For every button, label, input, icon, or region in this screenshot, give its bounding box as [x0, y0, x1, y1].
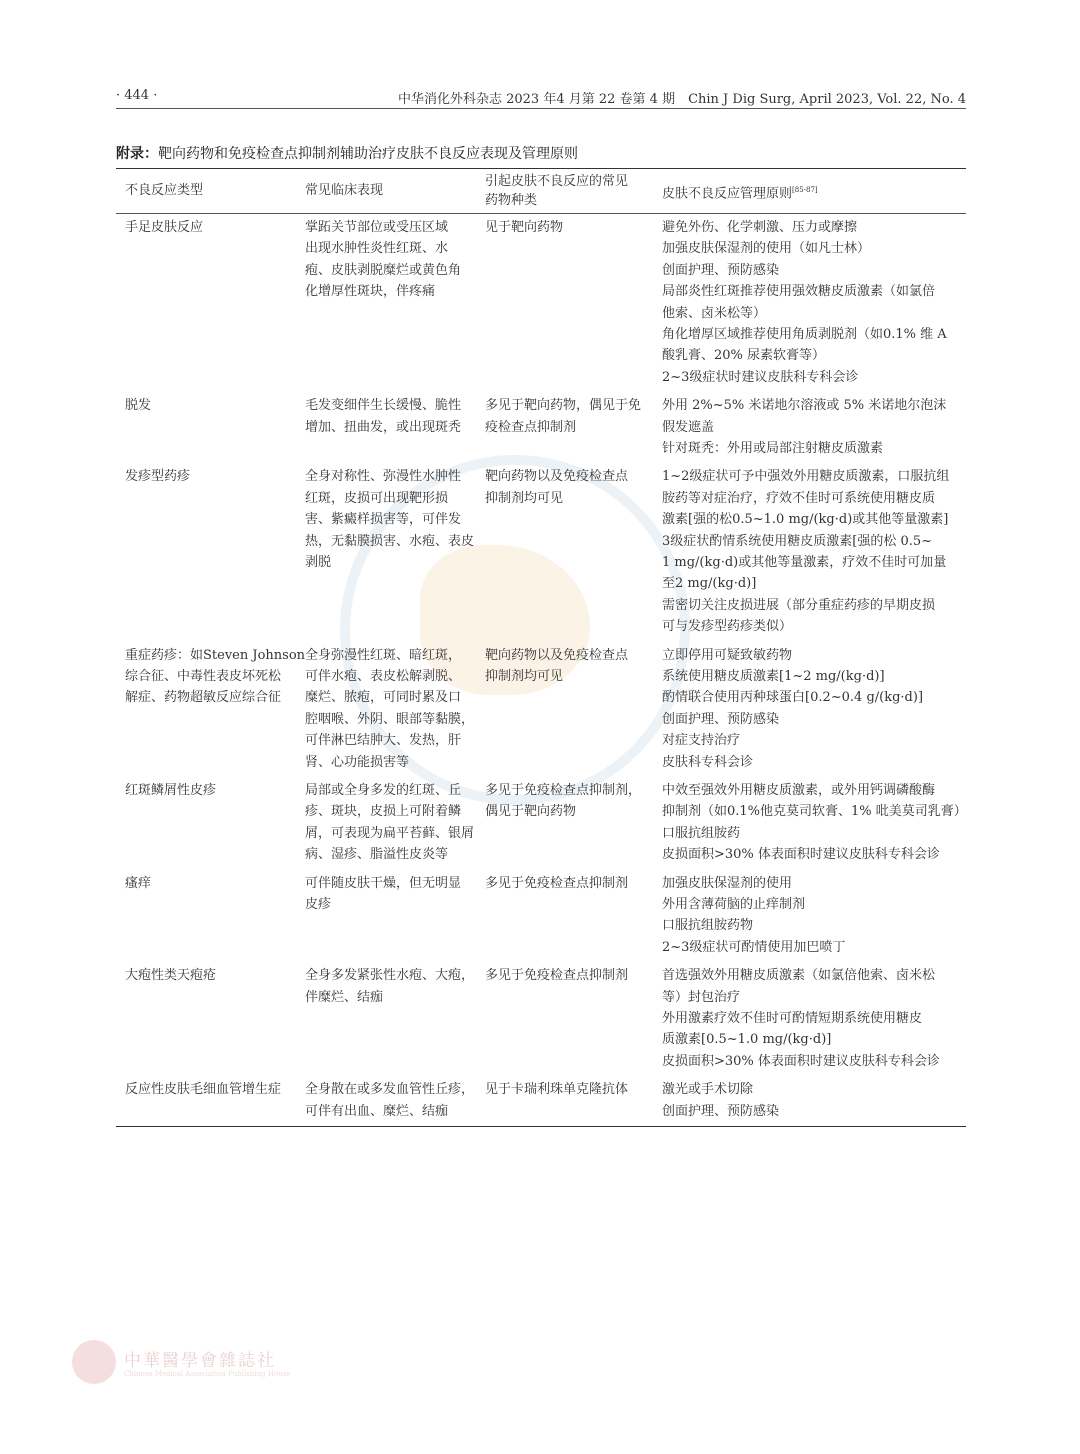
table-cell [485, 965, 650, 986]
cell-line: 3级症状酌情系统使用糖皮质激素[强的松 0.5~ [662, 533, 933, 549]
table-cell [125, 395, 300, 416]
cell-line: 可伴有出血、糜烂、结痂 [305, 1103, 449, 1119]
cell-line: 2~3级症状时建议皮肤科专科会诊 [662, 369, 859, 385]
cell-line: 疹、斑块，皮损上可附着鳞 [305, 804, 462, 820]
cell-line: 首选强效外用糖皮质激素（如氯倍他索、卤米松 [662, 968, 936, 984]
cell-line: 酸乳膏、20% 尿素软膏等） [662, 348, 826, 364]
cell-line: 质激素[0.5~1.0 mg/(kg·d)] [662, 1032, 832, 1048]
cell-line: 见于靶向药物 [485, 220, 564, 235]
cell-line: 创面护理、预防感染 [662, 262, 780, 278]
header-management [662, 181, 964, 203]
cell-line: 角化增厚区域推荐使用角质剥脱剂（如0.1% 维 A [662, 327, 947, 343]
cell-line: 口服抗组胺药 [662, 825, 741, 841]
header-reference: [85-87] [792, 186, 818, 194]
table-cell [485, 217, 650, 238]
cell-line: 多见于免疫检查点抑制剂 [485, 968, 629, 984]
cell-line: 全身弥漫性红斑、暗红斑， [305, 647, 462, 663]
table-cell [662, 466, 964, 637]
table-cell [485, 1079, 650, 1100]
cell-line: 激素[强的松0.5~1.0 mg/(kg·d)或其他等量激素] [662, 512, 949, 528]
cell-line: 酌情联合使用丙种球蛋白[0.2~0.4 g/(kg·d)] [662, 690, 924, 706]
cell-line: 对症支持治疗 [662, 733, 741, 749]
table-cell [125, 217, 300, 238]
table-row [116, 392, 966, 463]
flower-logo-icon [72, 1340, 116, 1384]
header-line: 常见临床表现 [305, 183, 384, 198]
cell-line: 肾、心功能损害等 [305, 754, 410, 770]
table-cell [662, 645, 964, 773]
cell-line: 全身对称性、弥漫性水肿性 [305, 469, 462, 485]
table-cell [125, 1079, 300, 1100]
table-cell [662, 780, 967, 866]
cell-line: 需密切关注皮损进展（部分重症药疹的早期皮损 [662, 597, 936, 613]
table-cell [305, 217, 475, 303]
cell-line: 害、紫癜样损害等，可伴发 [305, 512, 462, 528]
cell-line: 外用激素疗效不佳时可酌情短期系统使用糖皮 [662, 1010, 923, 1026]
cell-line: 掌跖关节部位或受压区域 [305, 220, 449, 235]
cell-line: 反应性皮肤毛细血管增生症 [125, 1082, 282, 1098]
cell-line: 重症药疹：如Steven Johnson [125, 647, 306, 663]
caption-text: 靶向药物和免疫检查点抑制剂辅助治疗皮肤不良反应表现及管理原则 [158, 146, 578, 162]
table-row [116, 962, 966, 1076]
cell-line: 出现水肿性炎性红斑、水 [305, 241, 449, 257]
cell-line: 加强皮肤保湿剂的使用（如凡士林） [662, 241, 871, 257]
table-cell [662, 873, 964, 959]
table-cell [662, 395, 964, 459]
cell-line: 局部或全身多发的红斑、丘 [305, 782, 462, 798]
cell-line: 等）封包治疗 [662, 989, 741, 1005]
cell-line: 脱发 [125, 398, 152, 414]
cell-line: 热，无黏膜损害、水疱、表皮 [305, 533, 475, 549]
cell-line: 他索、卤米松等） [662, 305, 767, 321]
header-drug-type [485, 172, 650, 210]
cell-line: 屑，可表现为扁平苔藓、银屑 [305, 825, 475, 841]
cell-line: 疱、皮肤剥脱糜烂或黄色角 [305, 262, 462, 278]
cell-line: 1 mg/(kg·d)或其他等量激素，疗效不佳时可加量 [662, 555, 947, 570]
cell-line: 多见于靶向药物，偶见于免 [485, 398, 642, 414]
cell-line: 中效至强效外用糖皮质激素，或外用钙调磷酸酶 [662, 782, 936, 798]
table-cell [125, 645, 306, 709]
table-cell [305, 1079, 475, 1122]
cell-line: 全身多发紧张性水疱、大疱， [305, 968, 475, 984]
cell-line: 局部炎性红斑推荐使用强效糖皮质激素（如氯倍 [662, 284, 936, 300]
cell-line: 毛发变细伴生长缓慢、脆性 [305, 398, 462, 414]
header-line: 不良反应类型 [125, 183, 204, 198]
cell-line: 立即停用可疑致敏药物 [662, 647, 793, 663]
cell-line: 假发遮盖 [662, 419, 715, 435]
cell-line: 化增厚性斑块，伴疼痛 [305, 284, 436, 300]
table-cell [662, 217, 964, 388]
header-line: 引起皮肤不良反应的常见 [485, 174, 629, 189]
table-cell [485, 466, 650, 509]
journal-citation: 中华消化外科杂志 2023 年4 月第 22 卷第 4 期 Chin J Dig Surg, April 2023, Vol. 22, No. 4 [397, 92, 966, 107]
table-cell [305, 965, 475, 1008]
table-cell [662, 965, 964, 1072]
table-row [116, 214, 966, 392]
publisher-name: 中華醫學會雜誌社 [124, 1351, 276, 1371]
cell-line: 可伴水疱、表皮松解剥脱、 [305, 668, 462, 684]
cell-line: 病、湿疹、脂溢性皮炎等 [305, 847, 449, 863]
cell-line: 至2 mg/(kg·d)] [662, 576, 757, 592]
cell-line: 1~2级症状可予中强效外用糖皮质激素，口服抗组 [662, 469, 950, 485]
table-cell [125, 873, 300, 894]
cell-line: 靶向药物以及免疫检查点 [485, 647, 629, 663]
cell-line: 针对斑秃：外用或局部注射糖皮质激素 [662, 441, 884, 456]
table-cell [305, 780, 475, 866]
cell-line: 避免外伤、化学刺激、压力或摩擦 [662, 220, 858, 235]
table-cell [305, 466, 475, 573]
table-caption [116, 143, 578, 163]
cell-line: 创面护理、预防感染 [662, 711, 780, 727]
cell-line: 红斑，皮损可出现靶形损 [305, 490, 449, 506]
cell-line: 激光或手术切除 [662, 1082, 754, 1098]
cell-line: 增加、扭曲发，或出现斑秃 [305, 419, 462, 435]
table-cell [305, 645, 475, 773]
cell-line: 发疹型药疹 [125, 469, 191, 485]
cell-line: 瘙痒 [125, 875, 152, 891]
cell-line: 红斑鳞屑性皮疹 [125, 782, 217, 798]
cell-line: 皮疹 [305, 896, 332, 912]
cell-line: 大疱性类天疱疮 [125, 968, 217, 984]
cell-line: 偶见于靶向药物 [485, 804, 577, 820]
table-row [116, 1076, 966, 1126]
table-cell [485, 645, 650, 688]
table-cell [485, 780, 650, 823]
cell-line: 糜烂、脓疱，可同时累及口 [305, 690, 462, 706]
page-number: · 444 · [116, 88, 158, 103]
table-row [116, 870, 966, 963]
table-body [116, 214, 966, 1126]
header-line: 药物种类 [485, 193, 538, 208]
cell-line: 系统使用糖皮质激素[1~2 mg/(kg·d)] [662, 668, 885, 684]
table-row [116, 777, 966, 870]
header-line: 皮肤不良反应管理原则 [662, 186, 793, 202]
cell-line: 皮损面积>30% 体表面积时建议皮肤科专科会诊 [662, 847, 940, 863]
cell-line: 腔咽喉、外阴、眼部等黏膜， [305, 711, 475, 727]
table-cell [125, 780, 300, 801]
cell-line: 皮肤科专科会诊 [662, 754, 754, 770]
cell-line: 抑制剂均可见 [485, 490, 564, 506]
table-cell [305, 395, 475, 438]
cell-line: 手足皮肤反应 [125, 220, 204, 235]
table-row [116, 463, 966, 641]
cell-line: 可与发疹型药疹类似） [662, 619, 793, 635]
cell-line: 全身散在或多发血管性丘疹， [305, 1082, 475, 1098]
publisher-name-en: Chinese Medical Association Publishing House [124, 1370, 291, 1378]
cell-line: 口服抗组胺药物 [662, 918, 754, 934]
running-header [116, 86, 966, 109]
table-cell [125, 965, 300, 986]
cell-line: 抑制剂（如0.1%他克莫司软膏、1% 吡美莫司乳膏） [662, 804, 967, 820]
table-row [116, 642, 966, 777]
table-cell [485, 395, 650, 438]
cell-line: 疫检查点抑制剂 [485, 419, 577, 435]
header-clinical-manifestation [305, 181, 475, 200]
cell-line: 可伴随皮肤干燥，但无明显 [305, 875, 462, 891]
cell-line: 可伴淋巴结肿大、发热，肝 [305, 733, 462, 749]
cell-line: 剥脱 [305, 555, 332, 570]
cell-line: 多见于免疫检查点抑制剂， [485, 782, 642, 798]
cell-line: 外用含薄荷脑的止痒制剂 [662, 896, 806, 912]
cell-line: 靶向药物以及免疫检查点 [485, 469, 629, 485]
cell-line: 外用 2%~5% 米诺地尔溶液或 5% 米诺地尔泡沫 [662, 398, 947, 414]
header-reaction-type [125, 181, 300, 200]
table-header-row [116, 169, 966, 214]
table-cell [305, 873, 475, 916]
cell-line: 创面护理、预防感染 [662, 1103, 780, 1119]
cell-line: 伴糜烂、结痂 [305, 989, 384, 1005]
table-cell [125, 466, 300, 487]
publisher-logo [72, 1340, 482, 1386]
cell-line: 抑制剂均可见 [485, 668, 564, 684]
cell-line: 2~3级症状可酌情使用加巴喷丁 [662, 939, 846, 955]
cell-line: 皮损面积>30% 体表面积时建议皮肤科专科会诊 [662, 1053, 940, 1069]
cell-line: 多见于免疫检查点抑制剂 [485, 875, 629, 891]
table-cell [485, 873, 650, 894]
adverse-reaction-table [116, 168, 966, 1127]
cell-line: 解症、药物超敏反应综合征 [125, 690, 282, 706]
cell-line: 见于卡瑞利珠单克隆抗体 [485, 1082, 629, 1098]
cell-line: 胺药等对症治疗，疗效不佳时可系统使用糖皮质 [662, 490, 936, 506]
cell-line: 加强皮肤保湿剂的使用 [662, 875, 793, 891]
caption-label: 附录： [116, 146, 158, 162]
table-cell [662, 1079, 964, 1122]
cell-line: 综合征、中毒性表皮坏死松 [125, 668, 282, 684]
